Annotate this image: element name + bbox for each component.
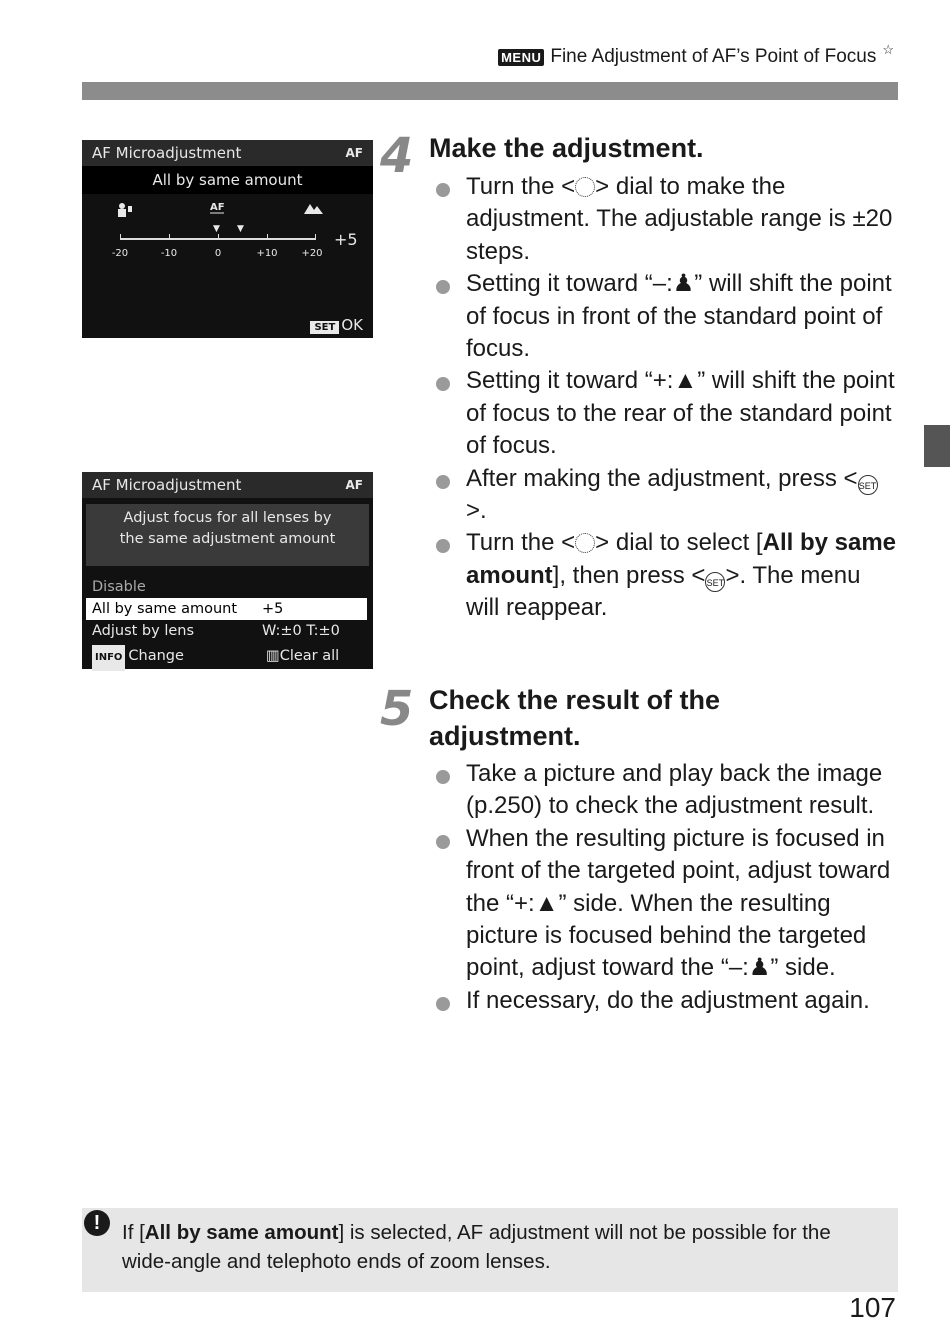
af-microadjustment-screen-1 [82, 140, 373, 338]
scale-label: 0 [214, 248, 222, 259]
scale-icons [112, 200, 352, 224]
mountain-far-icon: ▲ [534, 889, 559, 917]
page-header [498, 42, 894, 68]
screen-title [82, 140, 373, 166]
clear-all-label: Clear all [279, 648, 340, 664]
scale-label: +10 [256, 248, 278, 259]
marker-icon: ▼ [213, 224, 220, 234]
chapter-tab [924, 425, 950, 467]
set-icon: SET [310, 321, 339, 334]
caution-text: If [All by same amount] is selected, AF adjustment will not be possible for the wide-angle and telephoto ends of zoom lenses. [122, 1221, 831, 1273]
caution-note [82, 1208, 898, 1292]
bullet-item: Turn the < > dial to select [All by same amount], then press <SET>. The menu will reappear. [436, 527, 896, 624]
ok-label: OK [341, 316, 363, 334]
person-near-icon [118, 203, 132, 217]
option-disable [82, 576, 373, 598]
bullet-item: Setting it toward “–:♟” will shift the point of focus in front of the standard point of focus. [436, 268, 896, 365]
set-button-icon: SET [705, 572, 725, 592]
option-value: +5 [262, 601, 284, 617]
screen-footer [82, 644, 373, 668]
trash-icon: ▥ [266, 648, 280, 664]
bullet-item: After making the adjustment, press <SET>. [436, 463, 896, 528]
option-label: All by same amount [92, 601, 238, 617]
option-label: Disable [92, 579, 146, 595]
step-title: Make the adjustment. [429, 133, 704, 163]
scale-label: -10 [160, 248, 178, 259]
bullet-item: Setting it toward “+:▲” will shift the point of focus to the rear of the standard point of focus. [436, 365, 896, 462]
step-number: 5 [380, 681, 414, 737]
caution-icon: ! [84, 1210, 110, 1236]
adjustment-scale [120, 238, 316, 240]
star-icon: ☆ [882, 42, 894, 57]
header-bar [82, 82, 898, 100]
step-title: Check the result of the adjustment. [429, 685, 721, 751]
screen-title-text: AF Microadjustment [92, 144, 242, 162]
option-value: W:±0 T:±0 [262, 623, 340, 639]
info-button-icon: INFO [92, 645, 125, 671]
info-line: Adjust focus for all lenses by [123, 510, 332, 526]
bullet-item: When the resulting picture is focused in front of the targeted point, adjust toward the “+:▲” side. When the resulting picture is focused behind the targeted point, adjust toward the “–:♟” side. [436, 823, 896, 985]
quick-control-dial-icon [575, 533, 595, 553]
screen-title [82, 472, 373, 498]
screen-subtitle: All by same amount [82, 166, 373, 194]
screen-title-text: AF Microadjustment [92, 476, 242, 494]
option-all-by-same-amount [86, 598, 367, 620]
mountain-far-icon: ▲ [673, 367, 698, 395]
scale-label: -20 [111, 248, 129, 259]
adjustment-value: +5 [334, 230, 358, 249]
person-near-icon: ♟ [748, 954, 771, 982]
set-ok [310, 316, 363, 334]
af-icon: AF [345, 478, 363, 492]
step4-bullets [436, 171, 896, 625]
quick-control-dial-icon [575, 177, 595, 197]
step5-bullets [436, 758, 896, 1017]
person-near-icon: ♟ [672, 270, 695, 298]
menu-icon: MENU [498, 49, 544, 66]
change-label: Change [128, 648, 184, 664]
info-box [86, 504, 369, 566]
bullet-item: Turn the < > dial to make the adjustment. The adjustable range is ±20 steps. [436, 171, 896, 268]
set-button-icon: SET [858, 475, 878, 495]
clear-all [266, 644, 339, 668]
option-label: Adjust by lens [92, 623, 195, 639]
header-title: Fine Adjustment of AF’s Point of Focus [550, 46, 877, 67]
mountain-far-icon [304, 204, 323, 214]
af-icon: AF [345, 146, 363, 160]
scale-label: +20 [301, 248, 323, 259]
option-adjust-by-lens [82, 620, 373, 642]
af-mark-icon: AF [210, 202, 225, 213]
marker-icon: ▼ [237, 224, 244, 234]
bullet-item: Take a picture and play back the image (p.250) to check the adjustment result. [436, 758, 896, 823]
af-microadjustment-screen-2 [82, 472, 373, 669]
info-line: the same adjustment amount [119, 531, 336, 547]
step-number: 4 [380, 128, 414, 184]
page-number: 107 [849, 1292, 896, 1323]
bullet-item: If necessary, do the adjustment again. [436, 985, 896, 1017]
